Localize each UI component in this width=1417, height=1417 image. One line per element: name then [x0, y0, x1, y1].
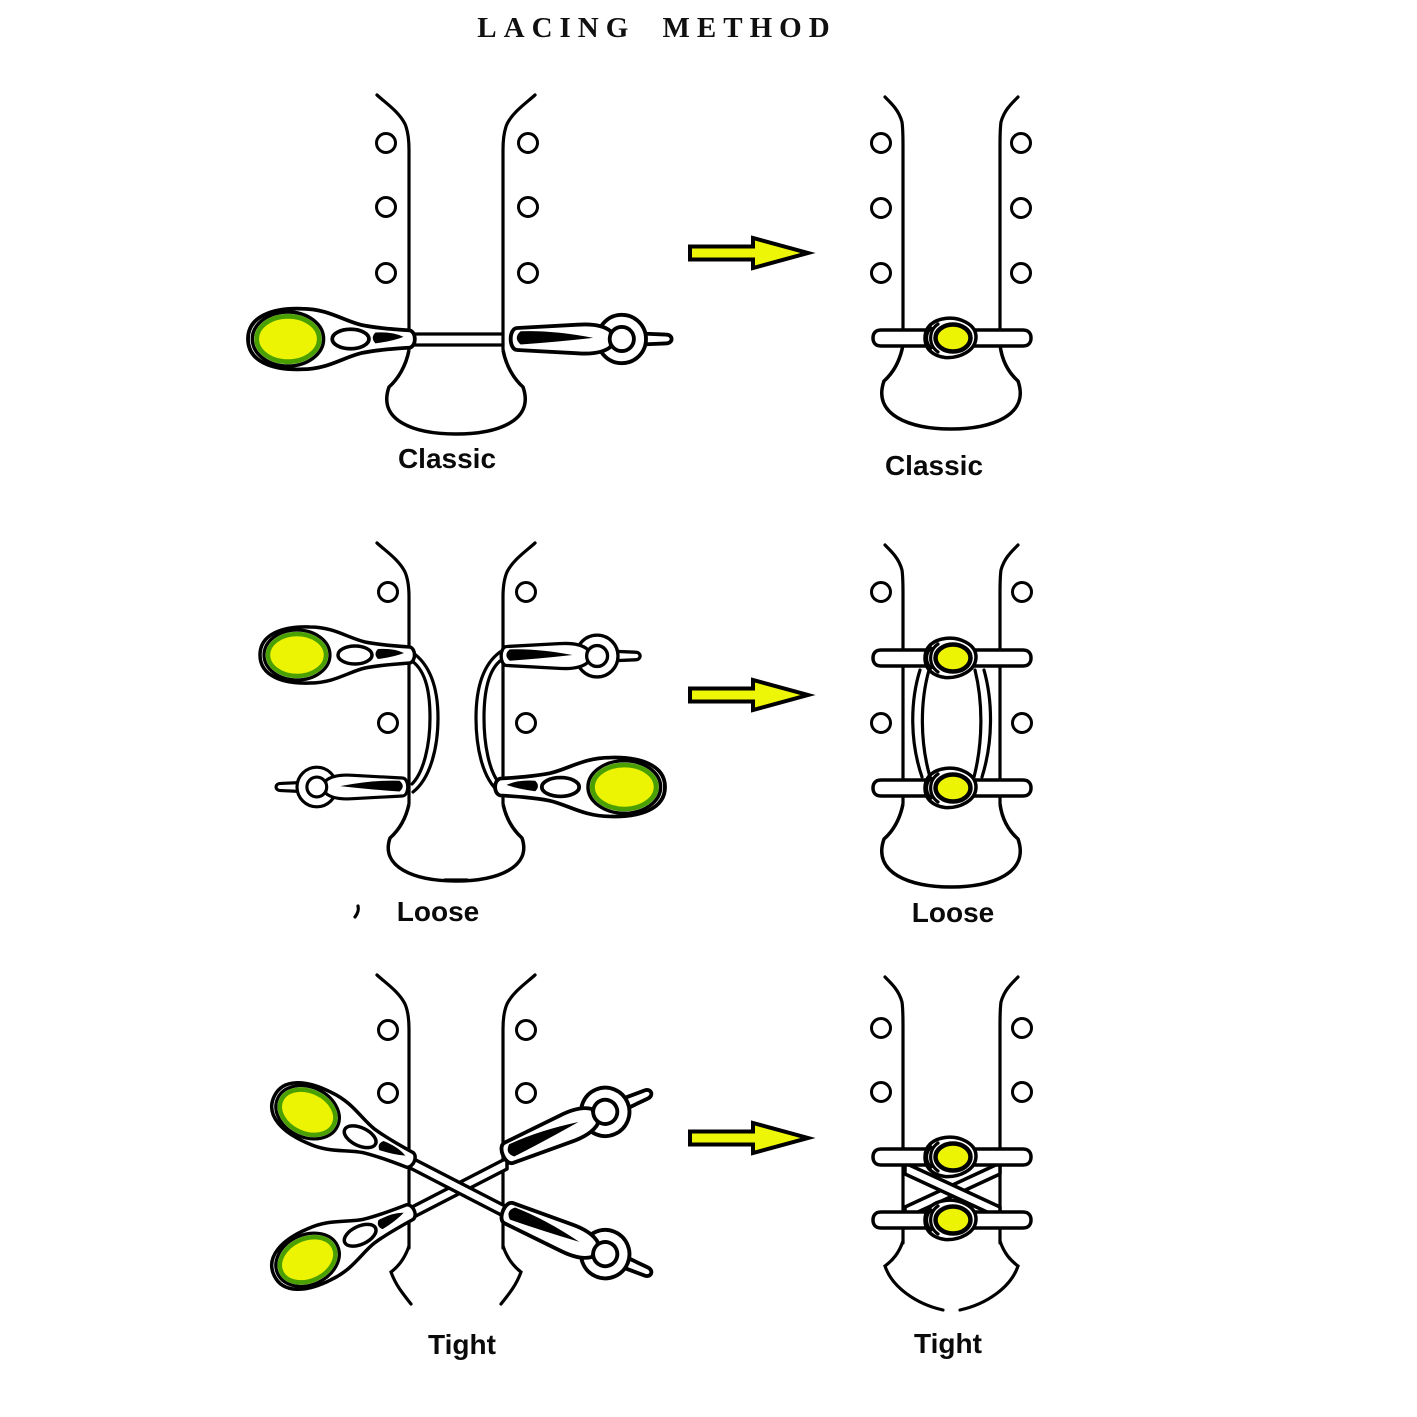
shoe-outline [882, 545, 1020, 887]
before-label: Classic [397, 443, 497, 474]
eyelets [377, 134, 538, 283]
after-label: Loose [911, 897, 995, 928]
lace [873, 638, 1031, 807]
lace-clasp [925, 638, 976, 677]
stray-mark [355, 906, 358, 917]
lace-slack-loops [913, 670, 991, 777]
after-label: Tight [914, 1328, 982, 1359]
loose-before-diagram [260, 543, 665, 927]
page-title: LACING METHOD [477, 12, 837, 44]
after-label: Classic [884, 450, 984, 481]
hole-aglet [511, 315, 672, 363]
hole-aglet [501, 635, 640, 677]
yellow-aglet [260, 627, 415, 683]
lace-clasp [925, 318, 976, 357]
shoe-outline [377, 95, 535, 434]
hole-aglet [276, 767, 408, 807]
lace-clasp [925, 768, 976, 807]
yellow-aglet [262, 1071, 426, 1187]
yellow-aglet [262, 1185, 426, 1301]
tight-after-diagram [872, 977, 1032, 1359]
lace [873, 318, 1031, 357]
eyelets [872, 134, 1031, 283]
lace-clasp [925, 1137, 976, 1176]
section-tight [262, 975, 1031, 1360]
tight-before-diagram [262, 975, 660, 1360]
yellow-aglet [495, 758, 665, 817]
loose-after-diagram [872, 545, 1032, 928]
classic-before-diagram [248, 95, 672, 474]
yellow-aglet [248, 309, 415, 370]
classic-after-diagram [872, 97, 1032, 481]
before-label: Tight [428, 1329, 496, 1360]
before-label: Loose [396, 896, 480, 927]
flow-arrow-icon [690, 1123, 808, 1153]
flow-arrow-icon [690, 680, 808, 710]
section-classic [248, 95, 1031, 481]
shoe-outline [882, 97, 1020, 429]
eyelets [872, 1019, 1032, 1102]
flow-arrow-icon [690, 238, 808, 268]
lace [260, 627, 665, 817]
lace-clasp [925, 1200, 976, 1239]
shoe-outline [377, 543, 535, 881]
eyelets [379, 1021, 536, 1103]
lace-slack-loops [412, 652, 500, 792]
lace-cross [410, 1157, 507, 1219]
section-loose [260, 543, 1032, 928]
